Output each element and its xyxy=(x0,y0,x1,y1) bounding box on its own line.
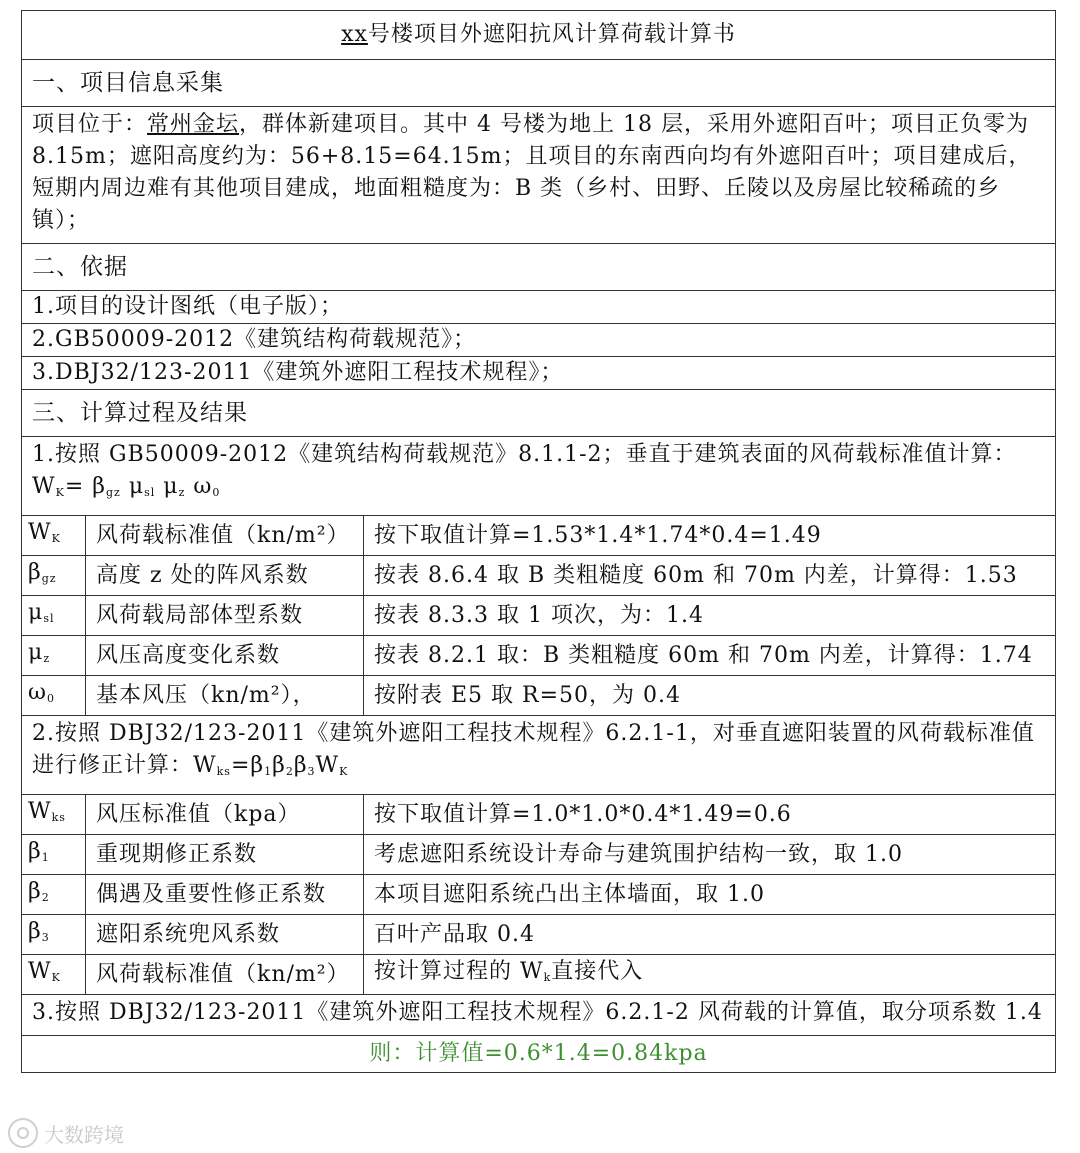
section-heading-calc: 三、计算过程及结果 xyxy=(22,390,1056,437)
table-row xyxy=(22,516,1056,556)
name-cell: 风荷载标准值（kn/m²） xyxy=(86,516,364,556)
name-cell: 风压高度变化系数 xyxy=(86,636,364,676)
name-cell: 遮阳系统兜风系数 xyxy=(86,915,364,955)
watermark xyxy=(8,1118,124,1148)
section-heading-basis: 二、依据 xyxy=(22,244,1056,291)
symbol-cell: $W_K$ xyxy=(22,516,86,556)
project-info-paragraph: 项目位于：常州金坛，群体新建项目。其中 4 号楼为地上 18 层，采用外遮阳百叶；项目正负零为 8.15m；遮阳高度约为：56+8.15=64.15m；且项目的东南西向均有外遮阳百叶；项目建成后，短期内周边难有其他项目建成，地面粗糙度为：B 类（乡村、田野、丘陵以及房屋比较稀疏的乡镇）； xyxy=(22,107,1056,244)
symbol-cell: $\beta_1$ xyxy=(22,835,86,875)
step1-text: 1.按照 GB50009-2012《建筑结构荷载规范》8.1.1-2；垂直于建筑表面的风荷载标准值计算： $W_K= \beta_{gz}$ $\mu_{sl}$ $\mu_z$ $\omega_0$ xyxy=(22,437,1056,516)
description-cell: 百叶产品取 0.4 xyxy=(364,915,1056,955)
name-cell: 风荷载局部体型系数 xyxy=(86,596,364,636)
symbol-cell: $\mu_{sl}$ xyxy=(22,596,86,636)
symbol-cell: $\beta_{gz}$ xyxy=(22,556,86,596)
section-heading-info: 一、项目信息采集 xyxy=(22,60,1056,107)
description-cell: 按表 8.6.4 取 B 类粗糙度 60m 和 70m 内差，计算得：1.53 xyxy=(364,556,1056,596)
step1-formula: $W_K= \beta_{gz}$ $\mu_{sl}$ $\mu_z$ $\omega_0$ xyxy=(32,474,221,499)
symbol-cell: $\mu_z$ xyxy=(22,636,86,676)
step2-text: 2.按照 DBJ32/123-2011《建筑外遮阳工程技术规程》6.2.1-1，对垂直遮阳装置的风荷载标准值进行修正计算：$W_{ks}=\beta_1\beta_2\beta_3W_K$ xyxy=(22,716,1056,795)
table-row xyxy=(22,636,1056,676)
table-row xyxy=(22,795,1056,835)
calculation-table xyxy=(21,10,1056,1073)
table-row xyxy=(22,676,1056,716)
description-cell: 按表 8.3.3 取 1 项次，为：1.4 xyxy=(364,596,1056,636)
title-row xyxy=(22,11,1056,60)
step2-formula: $W_{ks}=\beta_1\beta_2\beta_3W_K$ xyxy=(193,753,349,778)
name-cell: 风压标准值（kpa） xyxy=(86,795,364,835)
calculation-sheet xyxy=(21,10,1056,1073)
description-cell: 本项目遮阳系统凸出主体墙面，取 1.0 xyxy=(364,875,1056,915)
description-cell: 考虑遮阳系统设计寿命与建筑围护结构一致，取 1.0 xyxy=(364,835,1056,875)
document-title: xx号楼项目外遮阳抗风计算荷载计算书 xyxy=(22,11,1056,60)
name-cell: 高度 z 处的阵风系数 xyxy=(86,556,364,596)
result-line: 则：计算值=0.6*1.4=0.84kpa xyxy=(22,1036,1056,1073)
symbol-cell: $\beta_2$ xyxy=(22,875,86,915)
table-row xyxy=(22,915,1056,955)
watermark-logo-icon xyxy=(8,1118,38,1148)
description-cell: 按表 8.2.1 取：B 类粗糙度 60m 和 70m 内差，计算得：1.74 xyxy=(364,636,1056,676)
table-row xyxy=(22,875,1056,915)
table-row xyxy=(22,556,1056,596)
symbol-cell: $W_{ks}$ xyxy=(22,795,86,835)
table-row xyxy=(22,955,1056,995)
table-row xyxy=(22,596,1056,636)
name-cell: 基本风压（kn/m²）， xyxy=(86,676,364,716)
symbol-cell: $W_K$ xyxy=(22,955,86,995)
description-cell: 按下取值计算=1.53*1.4*1.74*0.4=1.49 xyxy=(364,516,1056,556)
step3-text: 3.按照 DBJ32/123-2011《建筑外遮阳工程技术规程》6.2.1-2 风荷载的计算值，取分项系数 1.4 xyxy=(22,995,1056,1036)
name-cell: 偶遇及重要性修正系数 xyxy=(86,875,364,915)
name-cell: 重现期修正系数 xyxy=(86,835,364,875)
basis-item: 3.DBJ32/123-2011《建筑外遮阳工程技术规程》； xyxy=(22,357,1056,390)
table-row xyxy=(22,835,1056,875)
symbol-cell: $\beta_3$ xyxy=(22,915,86,955)
symbol-cell: $\omega_0$ xyxy=(22,676,86,716)
description-cell: 按下取值计算=1.0*1.0*0.4*1.49=0.6 xyxy=(364,795,1056,835)
name-cell: 风荷载标准值（kn/m²） xyxy=(86,955,364,995)
basis-item: 2.GB50009-2012《建筑结构荷载规范》； xyxy=(22,324,1056,357)
basis-item: 1.项目的设计图纸（电子版）； xyxy=(22,291,1056,324)
description-cell: 按计算过程的 $W_k$直接代入 xyxy=(364,955,1056,995)
description-cell: 按附表 E5 取 R=50，为 0.4 xyxy=(364,676,1056,716)
watermark-text: 大数跨境 xyxy=(44,1122,124,1147)
